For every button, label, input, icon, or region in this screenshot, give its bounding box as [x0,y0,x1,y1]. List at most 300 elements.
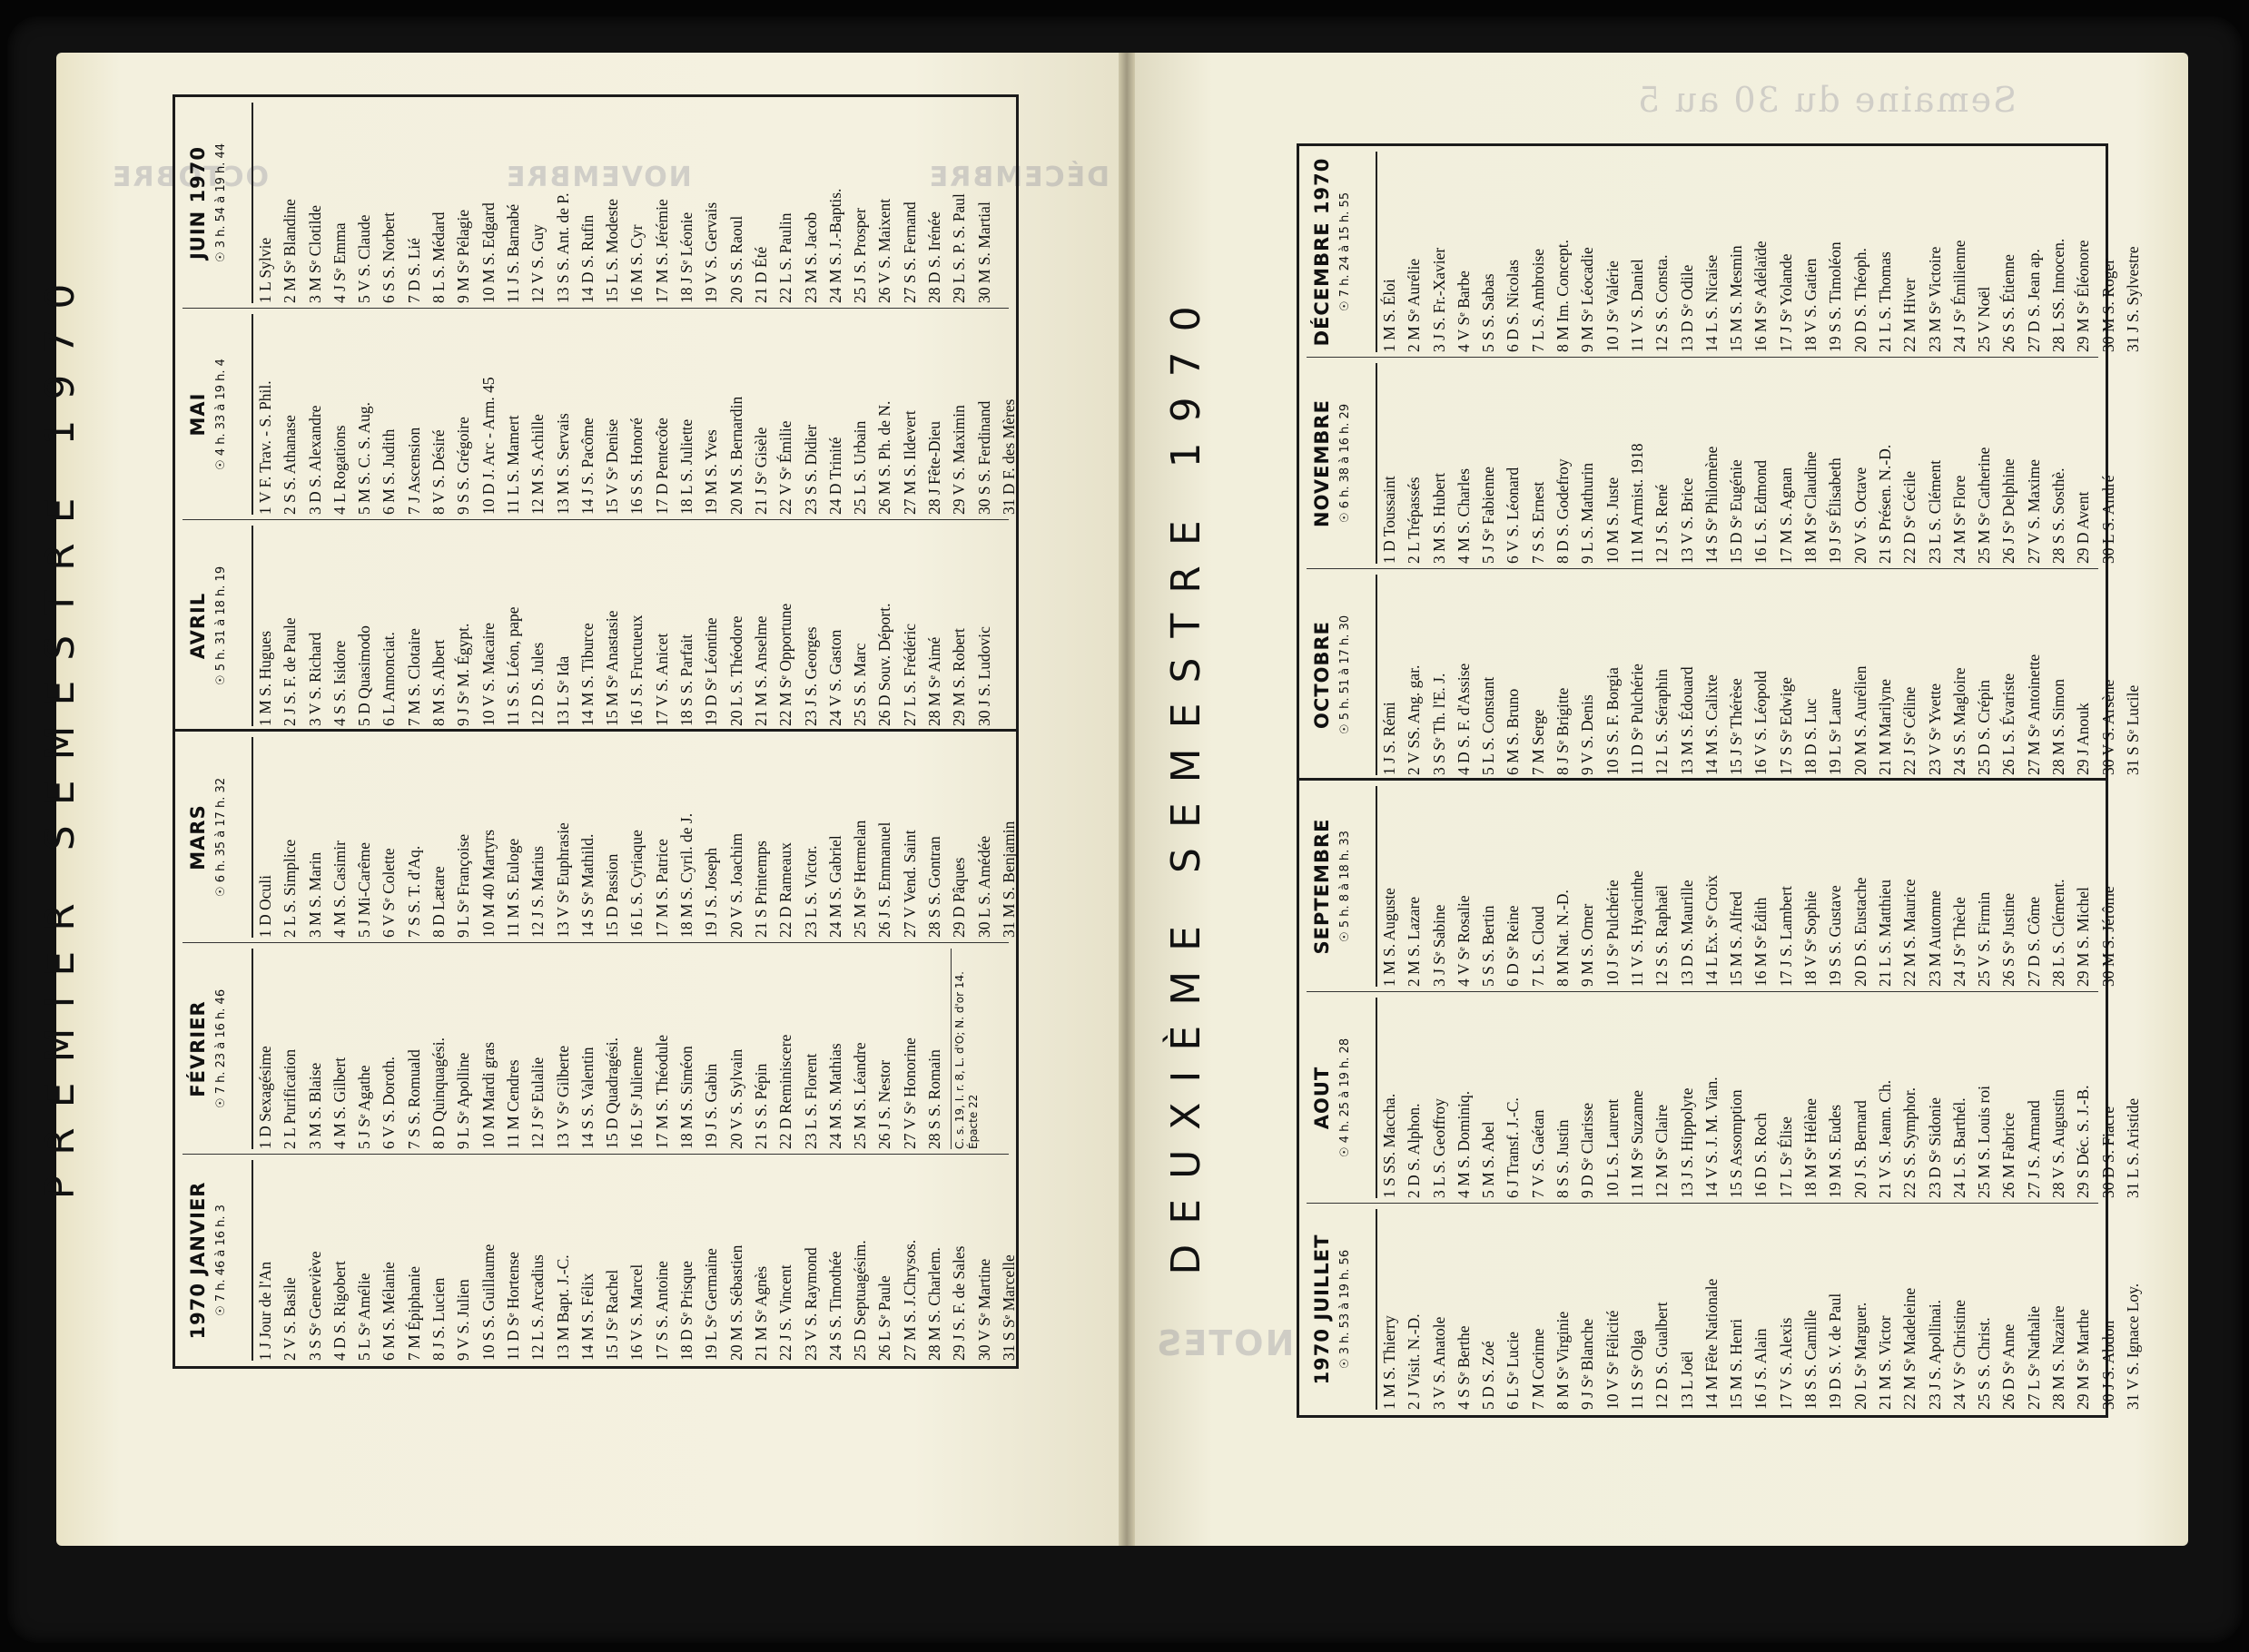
day-entry: 25 J S. Prosper [851,207,870,303]
day-row [972,103,997,303]
month-header [184,526,253,726]
day-row [824,1160,848,1361]
day-row [1601,363,1625,564]
day-row [1898,1209,1922,1410]
day-entry: 27 S S. Fernand [900,202,919,303]
day-entry: 8 M Nat. N.-D. [1554,890,1573,987]
day-row [1575,786,1600,987]
day-row [1575,152,1600,352]
day-row [1650,786,1674,987]
day-row [2022,998,2047,1198]
day-entry: 3 J Sᵉ Sabine [1429,904,1448,987]
day-row [427,949,451,1149]
day-row [824,737,848,938]
day-entry: 17 J Sᵉ Yolande [1776,253,1795,352]
day-row [1526,786,1551,987]
day-entry: 3 S Sᵉ Geneviève [305,1251,324,1361]
day-entry: 21 S Printemps [751,841,770,938]
day-entry: 22 M S. Maurice [1900,879,1919,987]
day-row [451,314,476,515]
day-entry: 7 M S. Clotaire [404,628,423,726]
bleed-through-months: DÉCEMBRE NOVEMBRE OCTOBRE [111,162,1110,193]
day-entry: 26 L Sᵉ Paule [875,1275,894,1361]
day-entry: 29 D Avent [2074,491,2093,564]
day-entry: 11 M Cendres [503,1059,522,1149]
day-row [1799,363,1823,564]
day-row [947,103,972,303]
day-entry: 12 D S. Jules [528,642,547,726]
day-row [402,103,427,303]
month-header [1308,152,1377,352]
day-entry: 20 L Sᵉ Marguer. [1850,1302,1869,1410]
day-entry: 20 V S. Octave [1850,467,1869,564]
day-entry: 3 D S. Alexandre [305,405,324,515]
day-row [1377,1209,1402,1410]
day-entry: 12 J Sᵉ Eulalie [528,1057,547,1149]
sunrise-sunset: ☉ 6 h. 38 à 16 h. 29 [1338,403,1352,524]
day-row [1476,152,1501,352]
day-row [1873,152,1898,352]
day-entry: 3 M S. Marin [305,851,324,938]
day-row [1799,575,1823,775]
day-row [898,526,922,726]
day-entry: 8 L S. Médard [429,211,449,303]
day-row [1724,575,1749,775]
day-entry: 14 S S. Valentin [577,1047,597,1149]
day-row [451,1160,476,1361]
day-entry: 29 M Sᵉ Marthe [2074,1309,2093,1410]
day-row [1650,363,1674,564]
day-row [625,1160,649,1361]
bleed-through-notes: NOTES [1155,1323,1295,1363]
day-entry: 14 V S. J. M. Vian. [1702,1077,1721,1198]
day-row [477,949,501,1149]
day-row [1700,1209,1724,1410]
month-name: 1970 JANVIER [187,1181,209,1340]
day-row [1724,998,1749,1198]
day-row [1452,786,1476,987]
day-row [1873,363,1898,564]
month-header [1308,786,1377,987]
day-entry: 5 M S. Abel [1479,1121,1498,1198]
day-entry: 20 D S. Théoph. [1850,248,1869,352]
day-entry: 18 M Sᵉ Claudine [1801,451,1820,564]
day-row [2071,1209,2096,1410]
day-row [328,1160,352,1361]
day-row [1774,152,1799,352]
day-row [2047,152,2071,352]
day-row [1948,786,1972,987]
day-entry: 24 M S. Mathias [825,1043,844,1149]
sunrise-sunset: ☉ 4 h. 33 à 19 h. 4 [214,359,228,470]
day-entry: 13 V S. Brice [1677,477,1696,564]
day-row [501,737,526,938]
day-entry: 5 S S. Bertin [1479,905,1498,987]
day-row [1551,152,1575,352]
day-row [824,949,848,1149]
day-entry: 8 D Lætare [429,866,449,938]
day-entry: 2 S S. Athanase [281,415,300,515]
day-row [600,526,625,726]
day-entry: 28 L S. Clément. [2049,879,2068,987]
day-row [725,737,749,938]
day-row [2096,998,2121,1198]
day-row [725,103,749,303]
day-entry: 12 J S. René [1652,484,1672,564]
day-entry: 17 L Sᵉ Élise [1776,1116,1795,1198]
day-row [1724,786,1749,987]
day-row [278,737,302,938]
day-entry: 26 J Sᵉ Delphine [1999,458,2018,564]
day-row [749,103,774,303]
day-row [699,949,724,1149]
day-entry: 8 J S. Lucien [429,1277,449,1361]
day-row [1675,575,1700,775]
day-entry: 1 M S. Éloi [1380,279,1398,352]
day-entry: 10 V S. Macaire [478,622,498,726]
day-entry: 11 L S. Mamert [503,415,522,515]
day-row [1724,1209,1749,1410]
day-row [2121,1209,2145,1410]
day-row [2096,1209,2121,1410]
day-entry: 5 S S. Sabas [1479,273,1498,352]
day-row [749,737,774,938]
day-row [1476,363,1501,564]
day-row [774,314,798,515]
day-entry: 28 S S. Romain [925,1049,944,1149]
day-entry: 10 D J. Arc - Arm. 45 [478,377,498,515]
day-entry: 5 M S. C. S. Aug. [355,402,374,515]
day-entry: 15 D Passion [603,853,622,938]
day-entry: 5 L S. Constant [1479,676,1498,775]
day-row [749,314,774,515]
day-entry: 30 M S. Roger [2098,258,2117,352]
day-row [576,1160,600,1361]
day-entry: 17 V S. Alexis [1776,1317,1795,1410]
sunrise-sunset: ☉ 6 h. 35 à 17 h. 32 [214,777,228,898]
day-row [1476,575,1501,775]
day-row [1625,363,1650,564]
day-entry: 27 J S. Armand [2024,1100,2043,1198]
day-row [725,1160,749,1361]
day-row [377,737,401,938]
day-entry: 27 L Sᵉ Nathalie [2024,1305,2043,1410]
day-row [1377,152,1402,352]
day-row [675,949,699,1149]
day-entry: 3 S Sᵉ Th. l'E. J. [1429,673,1448,775]
day-entry: 4 M S. Dominiq. [1454,1090,1473,1198]
day-entry: 25 L S. Urbain [851,420,870,515]
day-entry: 14 M Fête Nationale [1702,1278,1721,1410]
day-row [1700,786,1724,987]
day-row [1873,575,1898,775]
day-row [1972,575,1997,775]
day-row [278,526,302,726]
day-entry: 12 M S. Achille [528,414,547,515]
month-separator [1307,357,2098,358]
day-entry: 9 J Sᵉ Blanche [1578,1318,1597,1410]
day-entry: 15 J Sᵉ Thérèse [1727,678,1746,775]
day-row [2096,152,2121,352]
day-row [997,737,1021,938]
day-entry: 18 V S. Gatien [1801,258,1820,352]
month-1 [1308,998,2142,1198]
day-entry: 19 M S. Eudes [1826,1104,1845,1198]
day-row [1749,575,1773,775]
month-name: OCTOBRE [1311,621,1333,729]
day-row [526,103,550,303]
day-row [2071,363,2096,564]
day-row [675,1160,699,1361]
day-row [1823,998,1848,1198]
day-row [725,526,749,726]
day-entry: 25 V S. Firmin [1975,891,1994,987]
day-row [1402,152,1426,352]
day-row [1923,786,1948,987]
day-entry: 13 D Sᵉ Odile [1677,264,1696,352]
day-entry: 29 M S. Michel [2074,887,2093,987]
day-row [1749,998,1773,1198]
day-row [1749,363,1773,564]
day-entry: 14 M S. Calixte [1702,674,1721,775]
day-row [1501,1209,1525,1410]
day-row [799,1160,824,1361]
day-row [1849,152,1873,352]
day-entry: 10 S S. Guillaume [478,1244,498,1361]
day-entry: 4 M S. Charles [1454,468,1473,564]
day-entry: 7 L S. Cloud [1528,906,1547,987]
day-entry: 19 J Sᵉ Élisabeth [1826,457,1845,564]
day-entry: 26 S Sᵉ Justine [1999,892,2018,987]
month-3 [184,526,1007,726]
day-row [303,314,328,515]
day-row [1823,786,1848,987]
day-entry: 28 M Sᵉ Aimé [925,636,944,726]
day-row [799,103,824,303]
day-entry: 20 L S. Théodore [726,615,745,726]
day-row [799,314,824,515]
day-row [1526,152,1551,352]
day-entry: 13 S S. Ant. de P. [553,192,572,303]
day-row [1476,1209,1501,1410]
day-entry: 9 D Sᵉ Clarisse [1578,1102,1597,1198]
day-row [328,737,352,938]
day-entry: 8 M S. Albert [429,639,449,726]
month-separator [182,942,1009,943]
day-row [873,314,897,515]
day-row [278,103,302,303]
day-row [922,103,947,303]
day-entry: 1 M S. Thierry [1380,1315,1398,1410]
day-entry: 15 V Sᵉ Denise [603,418,622,515]
month-separator [1307,568,2098,569]
day-entry: 28 L SS. Innocen. [2049,238,2068,352]
day-row [2071,575,2096,775]
day-row [1997,152,2021,352]
month-2 [184,737,1018,938]
day-entry: 26 S S. Étienne [1999,254,2018,352]
day-entry: 27 L S. Frédéric [900,623,919,726]
day-entry: 12 L S. Séraphin [1652,669,1672,775]
day-entry: 8 D Quinquagési. [429,1037,449,1149]
day-row [1873,1209,1898,1410]
day-entry: 27 D S. Jean ap. [2024,249,2043,352]
day-row [377,103,401,303]
day-row [1476,786,1501,987]
day-entry: 24 J Sᵉ Thècle [1949,897,1968,987]
day-row [1551,363,1575,564]
day-row [377,314,401,515]
day-row [402,526,427,726]
day-entry: 4 D S. F. d'Assise [1454,663,1473,775]
day-row [278,314,302,515]
month-name: MARS [187,804,209,870]
day-row [650,103,675,303]
day-row [1402,998,1426,1198]
sunrise-sunset: ☉ 5 h. 51 à 17 h. 30 [1338,615,1352,735]
day-row [1501,998,1525,1198]
day-row [2022,1209,2047,1410]
day-row [1724,363,1749,564]
day-entry: 26 L S. Évariste [1999,673,2018,775]
day-row [1849,998,1873,1198]
sunrise-sunset: ☉ 4 h. 25 à 19 h. 28 [1338,1037,1352,1158]
day-entry: 28 S S. Sosthè. [2049,467,2068,564]
month-header [1308,575,1377,775]
day-entry: 11 V S. Daniel [1627,259,1646,352]
month-1 [184,949,1007,1149]
day-entry: 18 M S. Cyril. de J. [677,812,696,938]
day-entry: 25 M Sᵉ Catherine [1975,447,1994,564]
day-entry: 17 M S. Théodule [652,1034,671,1149]
day-row [1575,998,1600,1198]
day-row [824,526,848,726]
day-entry: 30 L S. Amédée [974,835,993,938]
day-row [1625,152,1650,352]
day-entry: 26 M S. Ph. de N. [875,400,894,515]
day-entry: 16 S S. Honoré [627,418,646,515]
day-list [1377,1209,2145,1410]
day-entry: 17 J S. Lambert [1776,886,1795,987]
day-row [1948,152,1972,352]
day-entry: 25 S S. Christ. [1975,1317,1994,1410]
day-row [1997,998,2021,1198]
day-entry: 25 M S. Léandre [851,1042,870,1149]
day-entry: 25 S S. Marc [851,643,870,726]
day-row [1774,998,1799,1198]
month-separator [1307,991,2098,992]
day-row [377,526,401,726]
day-row [1799,998,1823,1198]
day-row [427,103,451,303]
day-entry: 14 L S. Nicaise [1702,254,1721,352]
day-entry: 8 M Sᵉ Virginie [1554,1311,1573,1410]
day-entry: 7 D S. Lié [404,238,423,303]
day-row [402,737,427,938]
day-row [1625,1209,1650,1410]
day-row [650,949,675,1149]
day-row [1774,1209,1799,1410]
month-separator [182,1154,1009,1155]
day-entry: 30 V S. Arsène [2098,679,2117,775]
day-row [1923,575,1948,775]
day-entry: 15 D Sᵉ Eugénie [1727,459,1746,564]
day-entry: 21 M S. Anselme [751,615,770,726]
month-name: SEPTEMBRE [1311,818,1333,955]
day-row [1575,1209,1600,1410]
day-row [972,526,997,726]
day-row [1402,1209,1426,1410]
day-row [898,314,922,515]
day-entry: 19 M S. Yves [702,429,721,515]
day-row [2047,1209,2071,1410]
day-entry: 31 S Sᵉ Lucile [2123,684,2142,775]
day-entry: 2 J Visit. N.-D. [1405,1313,1424,1410]
day-row [328,526,352,726]
day-entry: 22 M Sᵉ Madeleine [1900,1287,1919,1410]
month-name: FÉVRIER [187,1000,209,1097]
day-entry: 6 L Annonciat. [380,632,399,726]
day-entry: 22 L S. Paulin [776,212,795,303]
day-row [1948,998,1972,1198]
day-row [253,526,278,726]
day-row [650,1160,675,1361]
day-entry: 11 V S. Hyacinthe [1627,870,1646,987]
day-row [1873,786,1898,987]
day-entry: 23 M S. Jacob [801,211,820,303]
day-entry: 28 M S. Charlem. [925,1247,944,1361]
day-entry: 17 S Sᵉ Edwige [1776,676,1795,775]
day-entry: 19 V S. Gervais [702,202,721,303]
day-row [625,737,649,938]
day-entry: 23 S S. Didier [801,424,820,515]
day-entry: 30 S S. Ferdinand [974,400,993,515]
day-entry: 13 D S. Maurille [1677,880,1696,987]
day-row [650,526,675,726]
half-year-divider [1299,778,2106,781]
day-entry: 18 V Sᵉ Sophie [1801,890,1820,987]
day-row [625,949,649,1149]
day-entry: 4 S Sᵉ Berthe [1454,1325,1473,1410]
day-entry: 21 M Marilyne [1875,679,1894,775]
day-row [972,737,997,938]
day-entry: 18 M S. Siméon [677,1046,696,1149]
day-row [1700,152,1724,352]
day-row [1849,363,1873,564]
sunrise-sunset: ☉ 7 h. 24 à 15 h. 55 [1338,192,1352,312]
day-row [253,314,278,515]
day-entry: 3 L S. Geoffroy [1429,1098,1448,1198]
day-entry: 19 S S. Gustave [1826,885,1845,987]
day-list [1377,575,2145,775]
day-entry: 15 J Sᵉ Rachel [603,1269,622,1361]
day-row [774,737,798,938]
day-entry: 3 M S. Hubert [1429,472,1448,564]
day-entry: 8 M Im. Concept. [1554,240,1573,352]
day-row [898,737,922,938]
day-row [1377,998,1402,1198]
day-entry: 6 V S. Doroth. [380,1057,399,1149]
day-entry: 22 D Reminiscere [776,1034,795,1149]
day-entry: 16 J S. Alain [1751,1328,1771,1410]
day-entry: 1 D Oculi [256,874,274,938]
day-row [477,1160,501,1361]
month-2 [1308,786,2117,987]
day-row [1675,786,1700,987]
day-entry: 25 D S. Crépin [1975,680,1994,775]
day-row [774,1160,798,1361]
day-row [1427,998,1452,1198]
